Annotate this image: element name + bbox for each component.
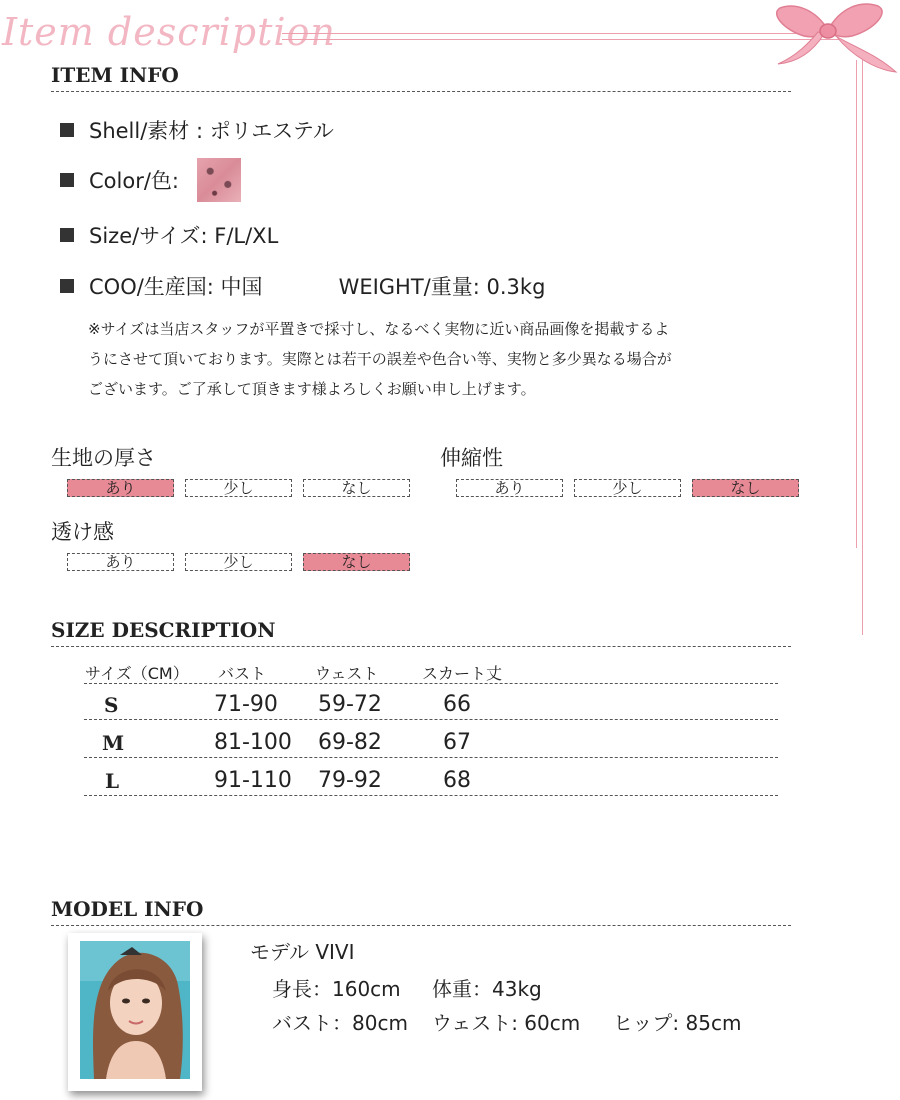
thickness-option-sukoshi: 少し: [185, 479, 292, 497]
shell-text: Shell/素材 : ポリエステル: [89, 119, 334, 143]
size-text: Size/サイズ: F/L/XL: [89, 224, 279, 248]
size-table-divider: [84, 757, 778, 758]
ribbon-bow-icon: [756, 0, 900, 78]
coo-text: COO/生産国: 中国: [89, 275, 263, 299]
coo-row: [60, 271, 545, 301]
square-bullet-icon: [60, 173, 74, 187]
model-height: 身長：160cm: [272, 977, 401, 1001]
bust-cell: 81-100: [214, 730, 292, 755]
model-name: モデル VIVI: [250, 940, 355, 964]
stretch-option-ari: あり: [456, 479, 563, 497]
square-bullet-icon: [60, 279, 74, 293]
waist-cell: 59-72: [318, 692, 382, 717]
right-rule-inner: [856, 60, 857, 548]
stretch-option-sukoshi: 少し: [574, 479, 681, 497]
color-swatch: [197, 158, 241, 202]
item-description-title: Item description: [2, 10, 336, 54]
size-table-header-skirt: スカート丈: [422, 664, 503, 683]
model-waist: ウェスト: 60cm: [432, 1011, 581, 1035]
waist-cell: 69-82: [318, 730, 382, 755]
thickness-option-ari: あり: [67, 479, 174, 497]
size-table-divider: [84, 719, 778, 720]
right-rule-outer: [862, 60, 863, 635]
thickness-option-nashi: なし: [303, 479, 410, 497]
waist-cell: 79-92: [318, 768, 382, 793]
model-photo: [80, 941, 190, 1079]
square-bullet-icon: [60, 228, 74, 242]
model-hip: ヒップ: 85cm: [613, 1011, 742, 1035]
size-table-header-size: サイズ（CM）: [85, 664, 189, 683]
sheer-option-sukoshi: 少し: [185, 553, 292, 571]
note-line: ございます。ご了承して頂きます様よろしくお願い申し上げます。: [88, 380, 536, 398]
skirt-cell: 67: [443, 730, 471, 755]
sheer-label: 透け感: [51, 520, 114, 544]
size-description-divider: [51, 646, 791, 647]
item-info-divider: [51, 91, 791, 92]
model-photo-frame: [68, 933, 202, 1091]
bust-cell: 91-110: [214, 768, 292, 793]
stretch-label: 伸縮性: [440, 446, 503, 470]
model-info-heading: MODEL INFO: [51, 897, 204, 921]
size-table-header-bust: バスト: [218, 664, 267, 683]
model-weight: 体重：43kg: [432, 977, 542, 1001]
model-info-divider: [51, 925, 791, 926]
size-cell: M: [102, 731, 125, 755]
weight-text: WEIGHT/重量: 0.3kg: [338, 275, 546, 299]
measurement-note: [88, 314, 808, 404]
size-table-divider: [84, 683, 778, 684]
size-table-header-waist: ウェスト: [315, 664, 379, 683]
note-line: ※サイズは当店スタッフが平置きで採寸し、なるべく実物に近い商品画像を掲載するよ: [88, 320, 670, 338]
sheer-option-nashi: なし: [303, 553, 410, 571]
size-cell: S: [104, 693, 119, 717]
color-row: [60, 158, 241, 202]
stretch-option-nashi: なし: [692, 479, 799, 497]
item-info-heading: ITEM INFO: [51, 63, 179, 87]
color-label: Color/色:: [89, 169, 179, 193]
model-bust: バスト：80cm: [272, 1011, 408, 1035]
thickness-label: 生地の厚さ: [51, 446, 156, 470]
skirt-cell: 68: [443, 768, 471, 793]
skirt-cell: 66: [443, 692, 471, 717]
sheer-option-ari: あり: [67, 553, 174, 571]
size-cell: L: [105, 769, 120, 793]
size-row: [60, 220, 278, 250]
bust-cell: 71-90: [214, 692, 278, 717]
size-table-divider: [84, 795, 778, 796]
note-line: うにさせて頂いております。実際とは若干の誤差や色合い等、実物と多少異なる場合が: [88, 350, 672, 368]
shell-row: [60, 115, 334, 145]
size-description-heading: SIZE DESCRIPTION: [51, 618, 276, 642]
square-bullet-icon: [60, 123, 74, 137]
